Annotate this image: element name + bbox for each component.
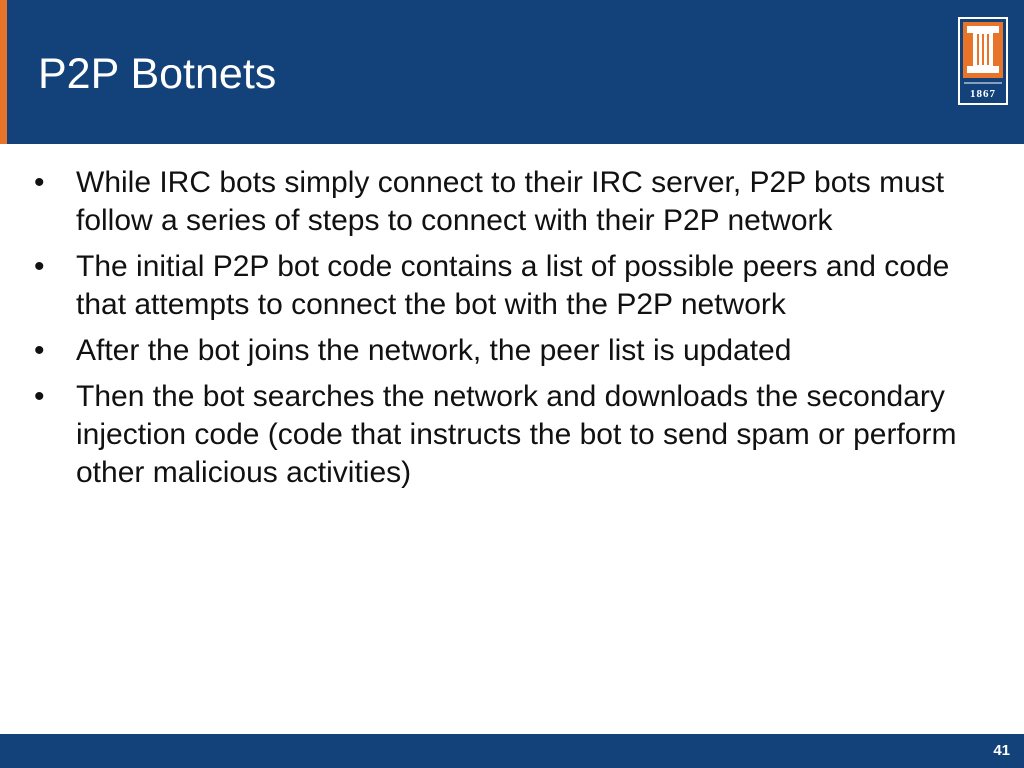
page-number: 41 [993,742,1010,759]
bullet-text: While IRC bots simply connect to their IRC server, P2P bots must follow a series of steps to connect with their P2P network [76,166,945,237]
bullet-text: Then the bot searches the network and downloads the secondary injection code (code that instructs the bot to send spam or perform other malicious activities) [76,380,957,489]
header-bar [0,0,1024,144]
bullet-marker: • [34,334,45,367]
bullet-text: After the bot joins the network, the peer list is updated [76,334,792,367]
university-logo-icon [958,17,1008,105]
slide-title: P2P Botnets [38,50,277,98]
bullet-item [30,164,990,240]
bullet-item [30,248,990,324]
bullet-marker: • [34,250,45,283]
bullet-marker: • [34,380,45,413]
orange-accent-bar [0,0,7,144]
footer-bar [0,734,1024,768]
bullet-item [30,378,990,492]
bullet-marker: • [34,166,45,199]
logo-year-label: 1867 [970,88,996,100]
bullet-item [30,332,990,370]
bullet-list [30,164,990,500]
bullet-text: The initial P2P bot code contains a list of possible peers and code that attempts to connect the bot with the P2P network [76,250,950,321]
